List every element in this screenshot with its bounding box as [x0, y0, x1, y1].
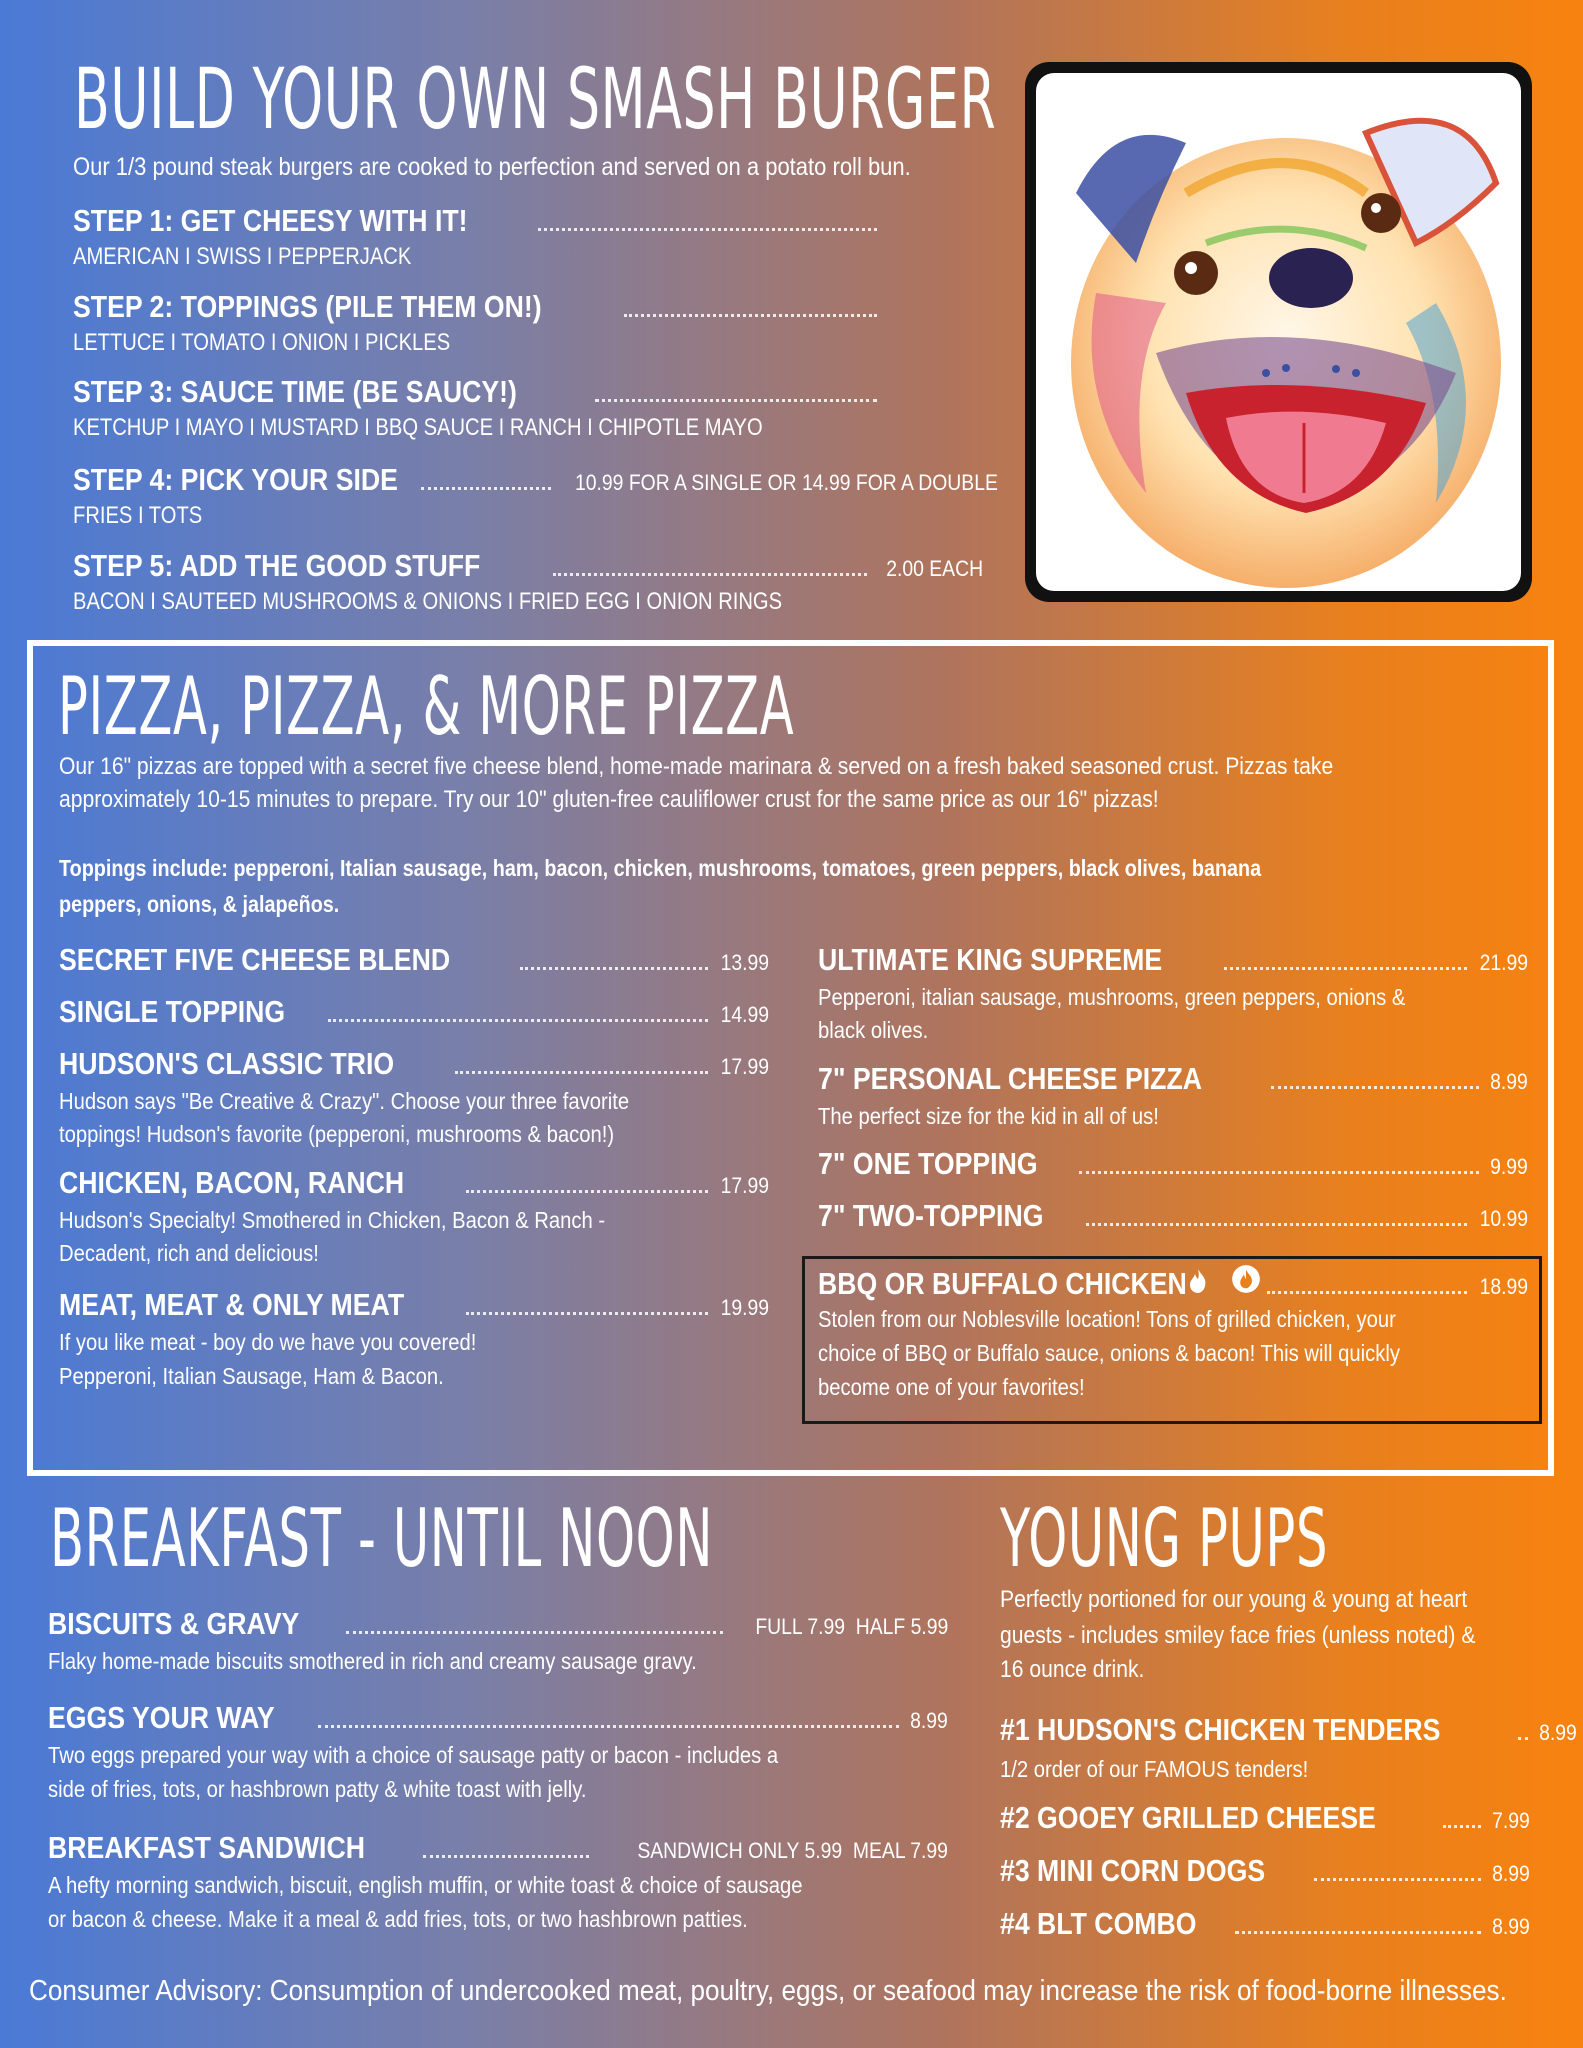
- burger-step-2: [73, 289, 883, 325]
- item-name: #4 BLT COMBO: [1000, 1906, 1197, 1941]
- item-desc: Pepperoni, Italian Sausage, Ham & Bacon.: [59, 1363, 444, 1389]
- step-options: BACON I SAUTEED MUSHROOMS & ONIONS I FRIED EGG I ONION RINGS: [73, 588, 783, 615]
- dot-leader: [318, 1725, 900, 1728]
- item-price: 8.99: [1492, 1861, 1530, 1886]
- item-price: 8.99: [1539, 1720, 1577, 1745]
- item-desc: 1/2 order of our FAMOUS tenders!: [1000, 1756, 1309, 1782]
- dot-leader: [1518, 1737, 1528, 1740]
- burger-step-1: [73, 203, 883, 239]
- item-desc: Two eggs prepared your way with a choice of sausage patty or bacon - includes a: [48, 1742, 779, 1768]
- pizza-item: [59, 994, 769, 1030]
- pizza-item: [59, 942, 769, 978]
- dot-leader: [421, 487, 551, 490]
- item-desc: become one of your favorites!: [818, 1374, 1085, 1400]
- dot-leader: [1267, 1291, 1467, 1294]
- item-desc: Stolen from our Noblesville location! Tons of grilled chicken, your: [818, 1306, 1396, 1332]
- step-name: STEP 3: SAUCE TIME (BE SAUCY!): [73, 374, 517, 409]
- step-price: 2.00 EACH: [886, 556, 983, 581]
- item-desc: Hudson's Specialty! Smothered in Chicken, Bacon & Ranch -: [59, 1207, 606, 1233]
- flame-circle-icon: [1231, 1264, 1261, 1294]
- dot-leader: [595, 399, 877, 402]
- item-price: 21.99: [1479, 950, 1528, 975]
- item-price: 9.99: [1490, 1154, 1528, 1179]
- pups-item: [1000, 1712, 1577, 1748]
- fire-icon: [1187, 1268, 1209, 1294]
- item-desc: side of fries, tots, or hashbrown patty & white toast with jelly.: [48, 1776, 587, 1802]
- item-desc: The perfect size for the kid in all of us!: [818, 1103, 1159, 1129]
- pizza-intro-1: Our 16" pizzas are topped with a secret five cheese blend, home-made marinara & served on a fresh baked seasoned crust. Pizzas take: [59, 753, 1334, 780]
- item-price: 17.99: [720, 1054, 769, 1079]
- breakfast-item: [48, 1830, 948, 1866]
- consumer-advisory: Consumer Advisory: Consumption of undercooked meat, poultry, eggs, or seafood may increase the risk of food-borne illnesses.: [29, 1975, 1507, 2007]
- breakfast-title: BREAKFAST - UNTIL NOON: [50, 1492, 714, 1585]
- item-name: 7" TWO-TOPPING: [818, 1198, 1044, 1233]
- dog-painting-frame: [1025, 62, 1532, 602]
- burger-step-5: [73, 548, 983, 584]
- item-price: 17.99: [720, 1173, 769, 1198]
- pups-intro: 16 ounce drink.: [1000, 1656, 1145, 1683]
- item-price: 8.99: [1490, 1069, 1528, 1094]
- dot-leader: [1086, 1223, 1467, 1226]
- bulldog-image: [1036, 73, 1521, 591]
- item-name: CHICKEN, BACON, RANCH: [59, 1165, 405, 1200]
- step-name: STEP 1: GET CHEESY WITH IT!: [73, 203, 468, 238]
- item-price: 14.99: [720, 1002, 769, 1027]
- dot-leader: [1271, 1086, 1480, 1089]
- dot-leader: [624, 314, 877, 317]
- pizza-toppings-2: peppers, onions, & jalapeños.: [59, 891, 340, 917]
- step-options: KETCHUP I MAYO I MUSTARD I BBQ SAUCE I RANCH I CHIPOTLE MAYO: [73, 414, 763, 441]
- item-desc: toppings! Hudson's favorite (pepperoni, mushrooms & bacon!): [59, 1121, 615, 1147]
- item-desc: Hudson says "Be Creative & Crazy". Choose your three favorite: [59, 1088, 630, 1114]
- item-desc: If you like meat - boy do we have you covered!: [59, 1329, 477, 1355]
- item-name: 7" PERSONAL CHEESE PIZZA: [818, 1061, 1202, 1096]
- pups-intro: Perfectly portioned for our young & young at heart: [1000, 1586, 1468, 1613]
- dot-leader: [553, 573, 867, 576]
- item-name: BBQ OR BUFFALO CHICKEN: [818, 1266, 1187, 1301]
- pizza-item: [818, 1146, 1528, 1182]
- step-options: LETTUCE I TOMATO I ONION I PICKLES: [73, 329, 451, 356]
- dot-leader: [1235, 1931, 1482, 1934]
- pups-intro: guests - includes smiley face fries (unless noted) &: [1000, 1622, 1476, 1649]
- item-name: HUDSON'S CLASSIC TRIO: [59, 1046, 395, 1081]
- item-name: #3 MINI CORN DOGS: [1000, 1853, 1266, 1888]
- step-name: STEP 4: PICK YOUR SIDE: [73, 462, 398, 497]
- pups-item: [1000, 1853, 1530, 1889]
- dot-leader: [455, 1071, 708, 1074]
- dot-leader: [423, 1855, 589, 1858]
- pizza-toppings-1: Toppings include: pepperoni, Italian sausage, ham, bacon, chicken, mushrooms, tomatoes, green peppers, black olives, banana: [59, 855, 1262, 881]
- item-name: ULTIMATE KING SUPREME: [818, 942, 1163, 977]
- item-name: MEAT, MEAT & ONLY MEAT: [59, 1287, 405, 1322]
- pups-item: [1000, 1800, 1530, 1836]
- pizza-item: [818, 1198, 1528, 1234]
- pizza-item: [59, 1287, 769, 1323]
- pizza-item: [59, 1046, 769, 1082]
- item-price: SANDWICH ONLY 5.99 MEAL 7.99: [637, 1838, 948, 1863]
- pups-item: [1000, 1906, 1530, 1942]
- step-options: FRIES I TOTS: [73, 502, 203, 529]
- burger-title: BUILD YOUR OWN SMASH BURGER: [74, 50, 997, 148]
- pizza-item: [818, 1061, 1528, 1097]
- item-name: EGGS YOUR WAY: [48, 1700, 275, 1735]
- pizza-item: [818, 942, 1528, 978]
- item-name: SECRET FIVE CHEESE BLEND: [59, 942, 451, 977]
- pizza-title: PIZZA, PIZZA, & MORE PIZZA: [58, 660, 795, 753]
- item-price: 13.99: [720, 950, 769, 975]
- dot-leader: [1314, 1878, 1481, 1881]
- dot-leader: [1443, 1825, 1481, 1828]
- dot-leader: [346, 1631, 722, 1634]
- dot-leader: [1224, 967, 1467, 970]
- dot-leader: [466, 1190, 708, 1193]
- breakfast-item: [48, 1700, 948, 1736]
- young-pups-title: YOUNG PUPS: [1000, 1492, 1329, 1585]
- dot-leader: [520, 967, 708, 970]
- item-desc: choice of BBQ or Buffalo sauce, onions & bacon! This will quickly: [818, 1340, 1401, 1366]
- item-desc: Flaky home-made biscuits smothered in rich and creamy sausage gravy.: [48, 1648, 697, 1674]
- burger-step-4: [73, 462, 998, 498]
- pizza-intro-2: approximately 10-15 minutes to prepare. Try our 10" gluten-free cauliflower crust for the same price as our 16" pizzas!: [59, 786, 1159, 813]
- dot-leader: [328, 1019, 708, 1022]
- dot-leader: [1079, 1171, 1479, 1174]
- step-options: AMERICAN I SWISS I PEPPERJACK: [73, 243, 412, 270]
- item-name: #2 GOOEY GRILLED CHEESE: [1000, 1800, 1376, 1835]
- featured-item: [818, 1264, 1528, 1302]
- dog-painting: [1036, 73, 1521, 591]
- item-desc: or bacon & cheese. Make it a meal & add fries, tots, or two hashbrown patties.: [48, 1906, 748, 1932]
- step-price: 10.99 FOR A SINGLE OR 14.99 FOR A DOUBLE: [574, 470, 998, 495]
- dot-leader: [466, 1312, 708, 1315]
- item-desc: Pepperoni, italian sausage, mushrooms, green peppers, onions &: [818, 984, 1406, 1010]
- burger-intro: Our 1/3 pound steak burgers are cooked to perfection and served on a potato roll bun.: [73, 153, 911, 181]
- item-desc: A hefty morning sandwich, biscuit, english muffin, or white toast & choice of sausage: [48, 1872, 803, 1898]
- dot-leader: [538, 228, 877, 231]
- item-price: 8.99: [1492, 1914, 1530, 1939]
- item-desc: black olives.: [818, 1017, 929, 1043]
- item-price: 7.99: [1492, 1808, 1530, 1833]
- item-price: 19.99: [720, 1295, 769, 1320]
- breakfast-item: [48, 1606, 948, 1642]
- step-name: STEP 2: TOPPINGS (PILE THEM ON!): [73, 289, 542, 324]
- item-desc: Decadent, rich and delicious!: [59, 1240, 319, 1266]
- step-name: STEP 5: ADD THE GOOD STUFF: [73, 548, 481, 583]
- item-name: #1 HUDSON'S CHICKEN TENDERS: [1000, 1712, 1441, 1747]
- item-price: 18.99: [1479, 1274, 1528, 1299]
- burger-step-3: [73, 374, 883, 410]
- item-name: BISCUITS & GRAVY: [48, 1606, 300, 1641]
- pizza-item: [59, 1165, 769, 1201]
- item-name: 7" ONE TOPPING: [818, 1146, 1038, 1181]
- item-price: 8.99: [910, 1708, 948, 1733]
- item-name: SINGLE TOPPING: [59, 994, 286, 1029]
- item-name: BREAKFAST SANDWICH: [48, 1830, 365, 1865]
- item-price: 10.99: [1479, 1206, 1528, 1231]
- item-price: FULL 7.99 HALF 5.99: [755, 1614, 948, 1639]
